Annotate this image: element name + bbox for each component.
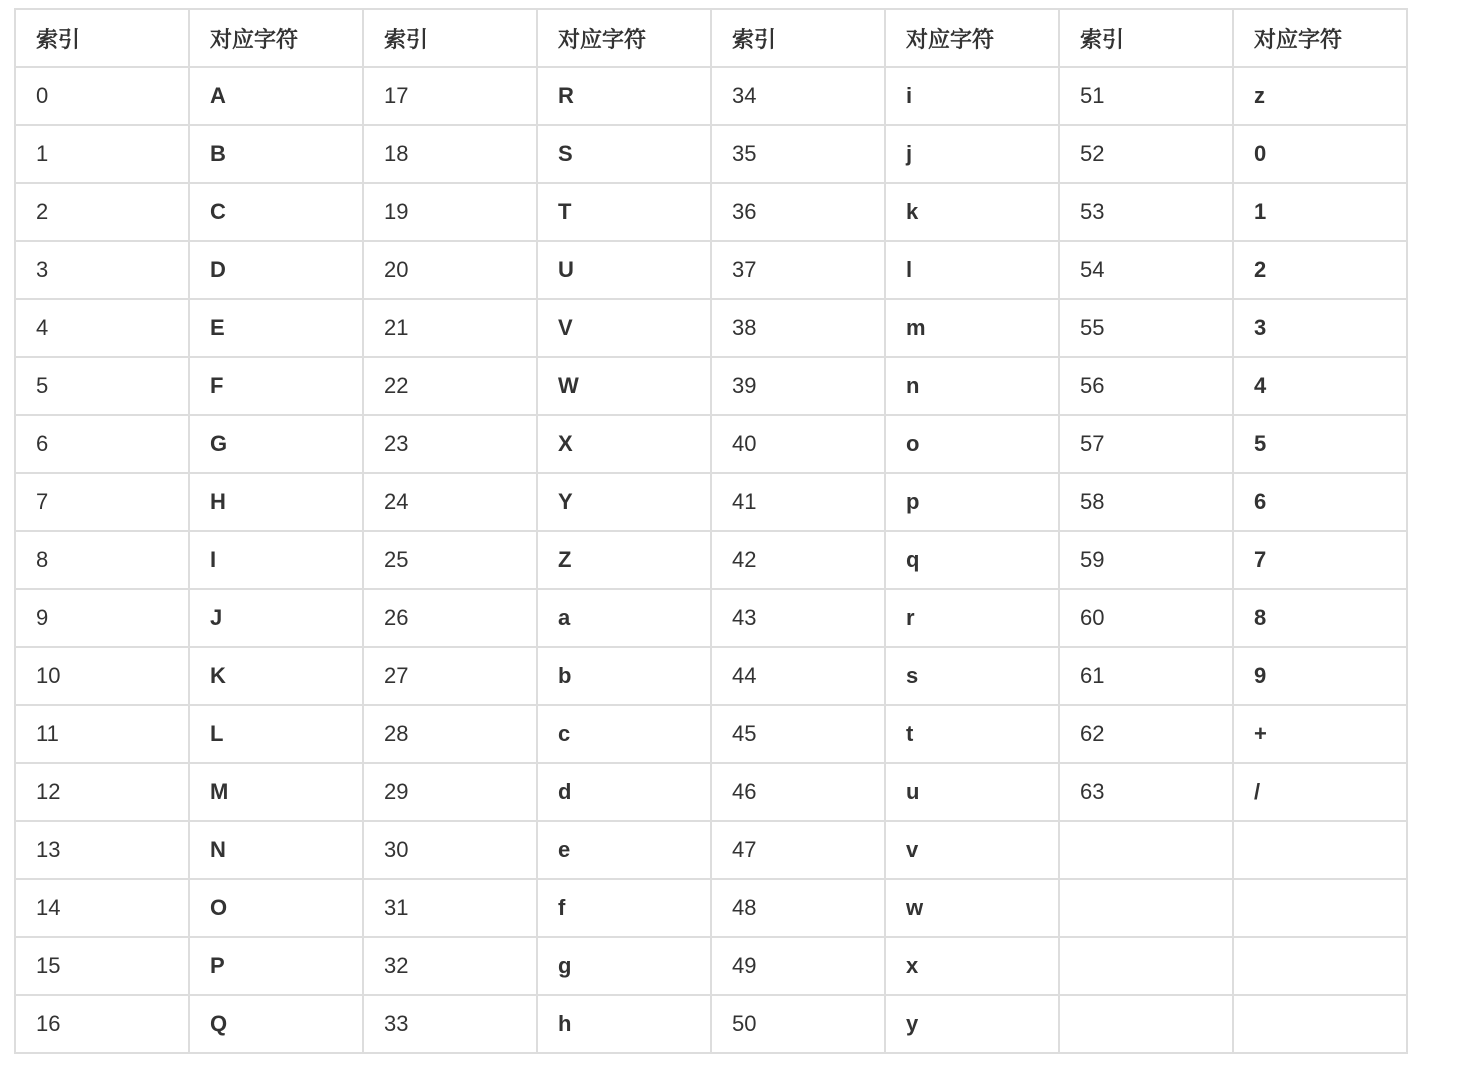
index-cell: 22 <box>363 357 537 415</box>
index-cell: 44 <box>711 647 885 705</box>
index-cell: 43 <box>711 589 885 647</box>
index-cell: 4 <box>15 299 189 357</box>
index-cell: 0 <box>15 67 189 125</box>
index-cell: 17 <box>363 67 537 125</box>
index-cell: 54 <box>1059 241 1233 299</box>
table-row <box>15 125 1407 183</box>
index-cell: 56 <box>1059 357 1233 415</box>
index-cell: 3 <box>15 241 189 299</box>
char-cell: w <box>885 879 1059 937</box>
char-cell: T <box>537 183 711 241</box>
char-cell: j <box>885 125 1059 183</box>
index-cell: 34 <box>711 67 885 125</box>
index-cell: 38 <box>711 299 885 357</box>
index-cell: 49 <box>711 937 885 995</box>
index-cell: 2 <box>15 183 189 241</box>
index-cell: 35 <box>711 125 885 183</box>
index-cell: 55 <box>1059 299 1233 357</box>
index-cell: 7 <box>15 473 189 531</box>
index-cell: 57 <box>1059 415 1233 473</box>
char-cell: I <box>189 531 363 589</box>
index-cell: 5 <box>15 357 189 415</box>
char-cell: G <box>189 415 363 473</box>
index-cell: 20 <box>363 241 537 299</box>
index-cell: 12 <box>15 763 189 821</box>
char-cell: 6 <box>1233 473 1407 531</box>
index-cell: 24 <box>363 473 537 531</box>
char-cell <box>1233 937 1407 995</box>
char-cell: r <box>885 589 1059 647</box>
index-cell: 50 <box>711 995 885 1053</box>
header-index: 索引 <box>363 9 537 67</box>
table-row <box>15 821 1407 879</box>
header-index: 索引 <box>1059 9 1233 67</box>
table-row <box>15 357 1407 415</box>
char-cell: Y <box>537 473 711 531</box>
char-cell: K <box>189 647 363 705</box>
char-cell: l <box>885 241 1059 299</box>
char-cell: a <box>537 589 711 647</box>
header-row <box>15 9 1407 67</box>
index-cell: 39 <box>711 357 885 415</box>
char-cell: p <box>885 473 1059 531</box>
char-cell: v <box>885 821 1059 879</box>
char-cell: 4 <box>1233 357 1407 415</box>
char-cell: V <box>537 299 711 357</box>
char-cell: + <box>1233 705 1407 763</box>
char-cell: Q <box>189 995 363 1053</box>
char-cell: A <box>189 67 363 125</box>
char-cell: y <box>885 995 1059 1053</box>
index-cell: 46 <box>711 763 885 821</box>
index-cell: 29 <box>363 763 537 821</box>
char-cell: n <box>885 357 1059 415</box>
char-cell: o <box>885 415 1059 473</box>
char-cell: N <box>189 821 363 879</box>
index-cell: 8 <box>15 531 189 589</box>
char-cell: M <box>189 763 363 821</box>
table-row <box>15 473 1407 531</box>
index-cell: 51 <box>1059 67 1233 125</box>
table-row <box>15 995 1407 1053</box>
index-cell: 11 <box>15 705 189 763</box>
table-row <box>15 705 1407 763</box>
index-cell: 33 <box>363 995 537 1053</box>
table-row <box>15 183 1407 241</box>
index-cell: 63 <box>1059 763 1233 821</box>
base64-index-table <box>14 8 1408 1054</box>
table-row <box>15 67 1407 125</box>
table-header <box>15 9 1407 67</box>
index-cell: 61 <box>1059 647 1233 705</box>
index-cell: 60 <box>1059 589 1233 647</box>
char-cell: P <box>189 937 363 995</box>
char-cell: 0 <box>1233 125 1407 183</box>
char-cell: B <box>189 125 363 183</box>
header-char: 对应字符 <box>885 9 1059 67</box>
table-body <box>15 67 1407 1053</box>
table-row <box>15 879 1407 937</box>
header-index: 索引 <box>15 9 189 67</box>
index-cell: 45 <box>711 705 885 763</box>
index-cell <box>1059 937 1233 995</box>
base64-index-table-container <box>14 8 1408 1054</box>
char-cell: b <box>537 647 711 705</box>
table-row <box>15 415 1407 473</box>
index-cell <box>1059 879 1233 937</box>
index-cell: 40 <box>711 415 885 473</box>
index-cell: 27 <box>363 647 537 705</box>
char-cell: z <box>1233 67 1407 125</box>
char-cell: u <box>885 763 1059 821</box>
char-cell: H <box>189 473 363 531</box>
index-cell: 37 <box>711 241 885 299</box>
char-cell: 8 <box>1233 589 1407 647</box>
index-cell: 59 <box>1059 531 1233 589</box>
char-cell: h <box>537 995 711 1053</box>
index-cell: 21 <box>363 299 537 357</box>
char-cell <box>1233 995 1407 1053</box>
char-cell: U <box>537 241 711 299</box>
char-cell: 3 <box>1233 299 1407 357</box>
table-row <box>15 531 1407 589</box>
char-cell: W <box>537 357 711 415</box>
char-cell: O <box>189 879 363 937</box>
char-cell: g <box>537 937 711 995</box>
table-row <box>15 299 1407 357</box>
char-cell <box>1233 821 1407 879</box>
char-cell: L <box>189 705 363 763</box>
table-row <box>15 763 1407 821</box>
index-cell: 13 <box>15 821 189 879</box>
index-cell: 25 <box>363 531 537 589</box>
char-cell: D <box>189 241 363 299</box>
char-cell: S <box>537 125 711 183</box>
char-cell: q <box>885 531 1059 589</box>
char-cell: 1 <box>1233 183 1407 241</box>
char-cell: k <box>885 183 1059 241</box>
char-cell: J <box>189 589 363 647</box>
index-cell: 42 <box>711 531 885 589</box>
index-cell: 26 <box>363 589 537 647</box>
char-cell: d <box>537 763 711 821</box>
char-cell: m <box>885 299 1059 357</box>
index-cell: 36 <box>711 183 885 241</box>
char-cell: R <box>537 67 711 125</box>
index-cell: 28 <box>363 705 537 763</box>
table-row <box>15 241 1407 299</box>
index-cell <box>1059 821 1233 879</box>
index-cell: 10 <box>15 647 189 705</box>
index-cell: 6 <box>15 415 189 473</box>
index-cell: 1 <box>15 125 189 183</box>
char-cell: i <box>885 67 1059 125</box>
char-cell: X <box>537 415 711 473</box>
index-cell: 19 <box>363 183 537 241</box>
char-cell: F <box>189 357 363 415</box>
index-cell: 52 <box>1059 125 1233 183</box>
header-char: 对应字符 <box>1233 9 1407 67</box>
index-cell: 48 <box>711 879 885 937</box>
index-cell: 15 <box>15 937 189 995</box>
table-row <box>15 937 1407 995</box>
index-cell: 41 <box>711 473 885 531</box>
index-cell: 32 <box>363 937 537 995</box>
table-row <box>15 647 1407 705</box>
index-cell: 14 <box>15 879 189 937</box>
char-cell: 2 <box>1233 241 1407 299</box>
index-cell <box>1059 995 1233 1053</box>
char-cell: 7 <box>1233 531 1407 589</box>
char-cell: C <box>189 183 363 241</box>
header-char: 对应字符 <box>189 9 363 67</box>
char-cell: 9 <box>1233 647 1407 705</box>
index-cell: 30 <box>363 821 537 879</box>
index-cell: 18 <box>363 125 537 183</box>
char-cell: / <box>1233 763 1407 821</box>
char-cell: 5 <box>1233 415 1407 473</box>
header-index: 索引 <box>711 9 885 67</box>
index-cell: 31 <box>363 879 537 937</box>
char-cell: x <box>885 937 1059 995</box>
index-cell: 47 <box>711 821 885 879</box>
index-cell: 58 <box>1059 473 1233 531</box>
char-cell: t <box>885 705 1059 763</box>
index-cell: 23 <box>363 415 537 473</box>
char-cell: c <box>537 705 711 763</box>
header-char: 对应字符 <box>537 9 711 67</box>
index-cell: 16 <box>15 995 189 1053</box>
index-cell: 62 <box>1059 705 1233 763</box>
index-cell: 53 <box>1059 183 1233 241</box>
char-cell: s <box>885 647 1059 705</box>
char-cell: f <box>537 879 711 937</box>
index-cell: 9 <box>15 589 189 647</box>
table-row <box>15 589 1407 647</box>
char-cell: e <box>537 821 711 879</box>
char-cell: E <box>189 299 363 357</box>
char-cell <box>1233 879 1407 937</box>
char-cell: Z <box>537 531 711 589</box>
